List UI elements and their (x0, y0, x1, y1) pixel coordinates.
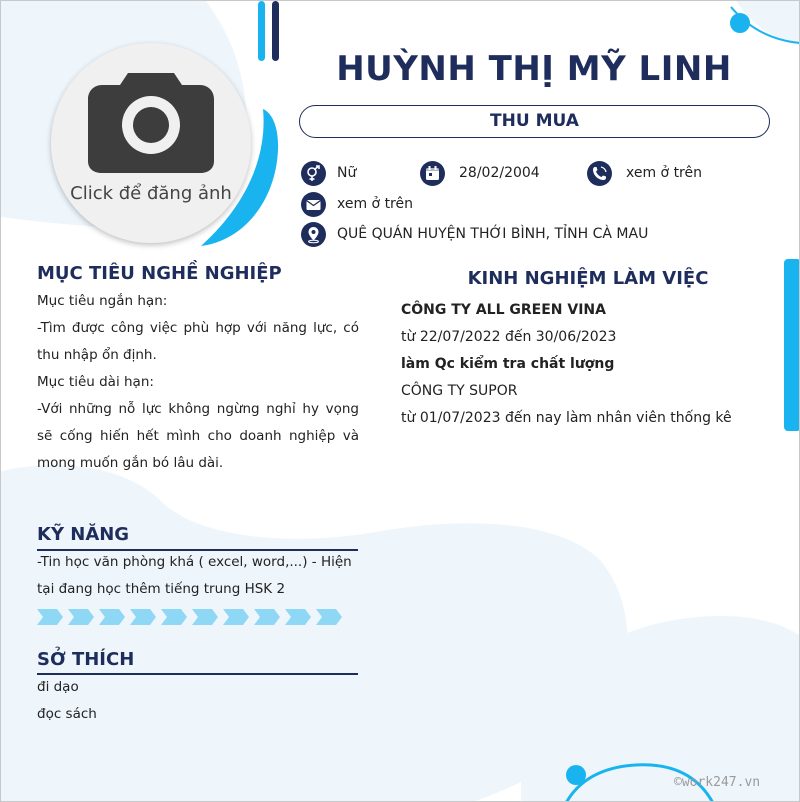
avatar-upload[interactable] (51, 43, 251, 243)
experience-company-1: CÔNG TY ALL GREEN VINA (401, 302, 606, 318)
experience-company-2: CÔNG TY SUPOR (401, 383, 518, 399)
experience-period-1: từ 22/07/2022 đến 30/06/2023 (401, 329, 617, 345)
job-title: THU MUA (299, 105, 770, 138)
gender-value: Nữ (337, 165, 357, 181)
objective-short-label: Mục tiêu ngắn hạn: (37, 293, 168, 309)
experience-position-1: làm Qc kiểm tra chất lượng (401, 356, 615, 372)
gender-icon (301, 161, 326, 186)
avatar-caption: Click để đăng ảnh (70, 183, 232, 204)
skills-title: KỸ NĂNG (37, 524, 130, 545)
hobby-item: đi dạo (37, 679, 79, 695)
candidate-name: HUỲNH THỊ MỸ LINH (336, 49, 732, 89)
skills-text: -Tin học văn phòng khá ( excel, word,...) - Hiện tại đang học thêm tiếng trung HSK 2 (37, 554, 352, 597)
objective-title: MỤC TIÊU NGHỀ NGHIỆP (37, 263, 282, 284)
camera-icon (88, 65, 214, 173)
objective-short-text: -Tìm được công việc phù hợp với năng lực, có thu nhập ổn định. (37, 320, 359, 363)
experience-title: KINH NGHIỆM LÀM VIỆC (467, 268, 709, 289)
hobbies-title: SỞ THÍCH (37, 649, 135, 670)
phone-value: xem ở trên (626, 165, 702, 181)
experience-period-2: từ 01/07/2023 đến nay làm nhân viên thống kê (401, 410, 732, 426)
skill-level-chevrons (37, 608, 349, 626)
hobby-item: đọc sách (37, 706, 97, 722)
footer-watermark: ©work247.vn (674, 775, 761, 790)
dob-value: 28/02/2004 (459, 165, 540, 181)
email-value: xem ở trên (337, 196, 413, 212)
phone-icon (587, 161, 612, 186)
objective-long-label: Mục tiêu dài hạn: (37, 374, 154, 390)
location-icon (301, 222, 326, 247)
hobbies-divider (37, 673, 358, 675)
email-icon (301, 192, 326, 217)
address-value: QUÊ QUÁN HUYỆN THỚI BÌNH, TỈNH CÀ MAU (337, 226, 649, 242)
calendar-icon (420, 161, 445, 186)
objective-long-text: -Với những nỗ lực không ngừng nghỉ hy vọng sẽ cống hiến hết mình cho doanh nghiệp và mong muốn gắn bó lâu dài. (37, 401, 359, 471)
